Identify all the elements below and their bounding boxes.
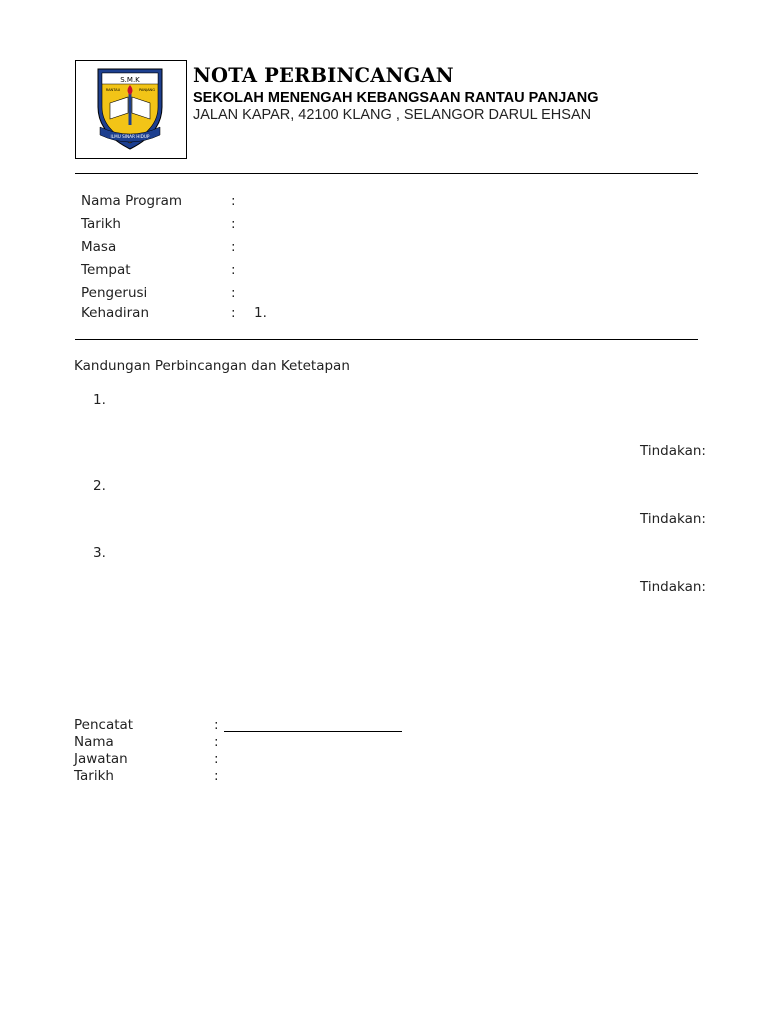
field-label-tempat: Tempat xyxy=(81,262,131,278)
tindakan-label: Tindakan: xyxy=(640,579,706,595)
signature-line xyxy=(224,731,402,732)
header-divider xyxy=(75,173,698,174)
field-label-tarikh: Tarikh xyxy=(81,216,121,232)
field-colon: : xyxy=(231,239,236,255)
tindakan-label: Tindakan: xyxy=(640,511,706,527)
signature-label-jawatan: Jawatan xyxy=(74,751,128,767)
document-title: NOTA PERBINCANGAN xyxy=(193,64,454,87)
field-colon: : xyxy=(231,193,236,209)
school-crest-icon xyxy=(94,63,166,155)
field-label-masa: Masa xyxy=(81,239,117,255)
signature-colon: : xyxy=(214,734,219,750)
item-number: 3. xyxy=(93,545,106,561)
field-colon: : xyxy=(231,216,236,232)
field-colon: : xyxy=(231,262,236,278)
field-label-kehadiran: Kehadiran xyxy=(81,305,150,321)
school-name: SEKOLAH MENENGAH KEBANGSAAN RANTAU PANJANG xyxy=(193,90,599,106)
fields-divider xyxy=(75,339,698,340)
field-label-pengerusi: Pengerusi xyxy=(81,285,148,301)
signature-label-tarikh: Tarikh xyxy=(74,768,114,784)
field-label-nama-program: Nama Program xyxy=(81,193,183,209)
crest-left-text: RANTAU xyxy=(105,88,121,92)
item-number: 2. xyxy=(93,478,106,494)
field-value-kehadiran: 1. xyxy=(254,305,267,321)
crest-right-text: PANJANG xyxy=(138,88,156,92)
signature-label-nama: Nama xyxy=(74,734,114,750)
signature-colon: : xyxy=(214,768,219,784)
school-address: JALAN KAPAR, 42100 KLANG , SELANGOR DARUL EHSAN xyxy=(193,107,592,123)
tindakan-label: Tindakan: xyxy=(640,443,706,459)
signature-label-pencatat: Pencatat xyxy=(74,717,134,733)
signature-colon: : xyxy=(214,717,219,733)
item-number: 1. xyxy=(93,392,106,408)
school-logo-frame xyxy=(75,60,187,159)
field-colon: : xyxy=(231,285,236,301)
crest-motto-text: ILMU SINAR HIDUP xyxy=(110,134,150,139)
signature-colon: : xyxy=(214,751,219,767)
crest-top-text: S.M.K xyxy=(120,76,140,84)
content-heading: Kandungan Perbincangan dan Ketetapan xyxy=(74,358,350,374)
field-colon: : xyxy=(231,305,236,321)
